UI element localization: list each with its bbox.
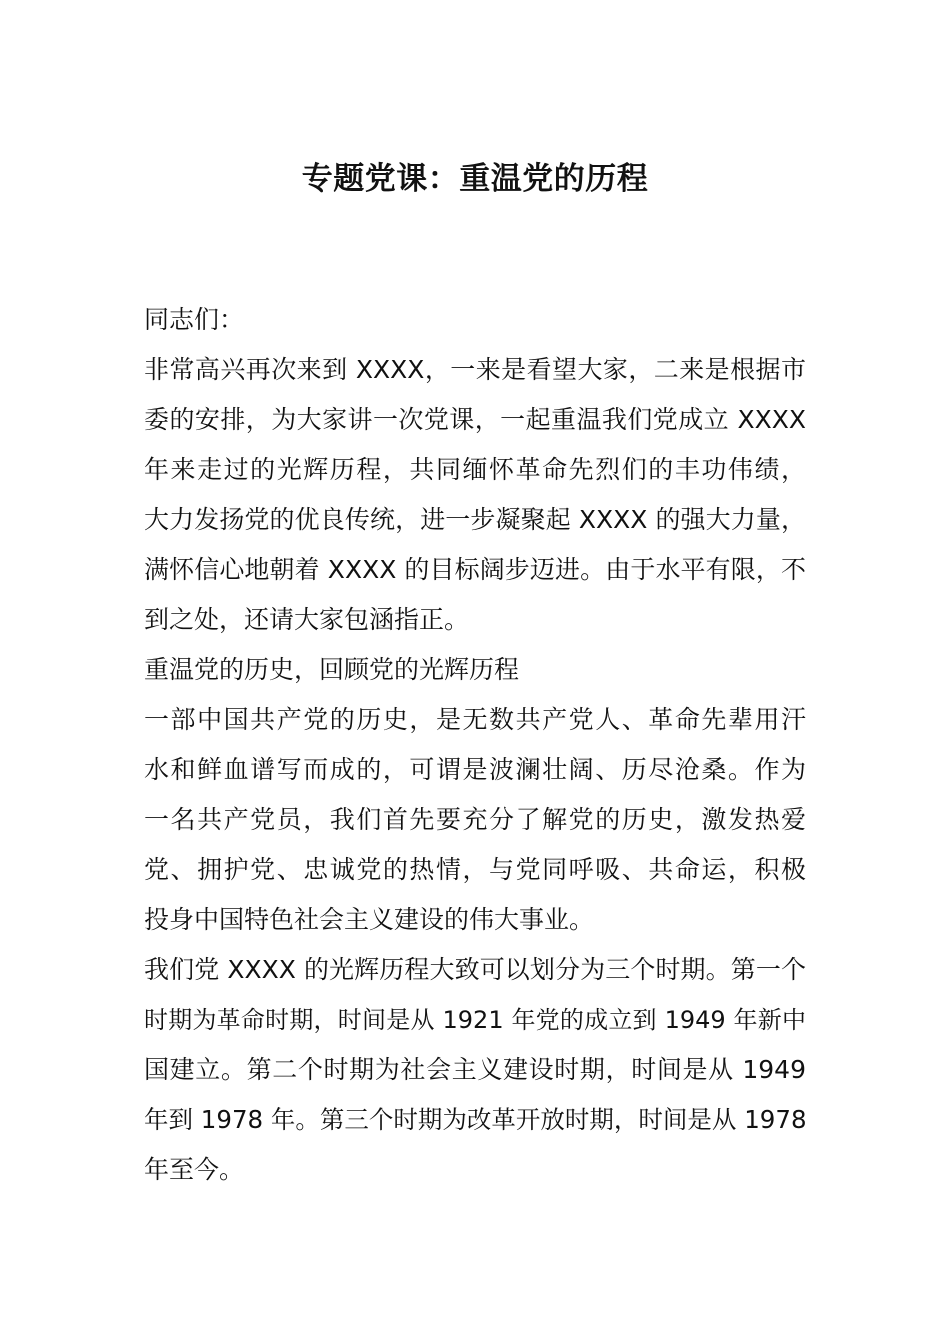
body-line: 时期为革命时期，时间是从 1921 年党的成立到 1949 年新中 (144, 1006, 806, 1034)
body-line: 国建立。第二个时期为社会主义建设时期，时间是从 1949 (144, 1055, 806, 1084)
body-line: 委的安排，为大家讲一次党课，一起重温我们党成立 XXXX (144, 405, 806, 434)
body-line: 到之处，还请大家包涵指正。 (144, 605, 470, 634)
body-line: 年至今。 (144, 1155, 245, 1184)
body-line: 大力发扬党的优良传统，进一步凝聚起 XXXX 的强大力量， (144, 505, 806, 534)
body-line: 我们党 XXXX 的光辉历程大致可以划分为三个时期。第一个 (144, 955, 806, 984)
page-title: 专题党课：重温党的历程 (301, 161, 649, 197)
document-body (144, 295, 806, 1195)
body-line: 投身中国特色社会主义建设的伟大事业。 (144, 905, 595, 934)
body-line: 水和鲜血谱写而成的，可谓是波澜壮阔、历尽沧桑。作为 (144, 755, 806, 784)
body-line: 一名共产党员，我们首先要充分了解党的历史，激发热爱 (144, 805, 806, 834)
body-line: 满怀信心地朝着 XXXX 的目标阔步迈进。由于水平有限，不 (144, 555, 806, 584)
body-line: 党、拥护党、忠诚党的热情，与党同呼吸、共命运，积极 (144, 855, 806, 884)
body-line: 重温党的历史，回顾党的光辉历程 (144, 655, 520, 684)
body-line: 年到 1978 年。第三个时期为改革开放时期，时间是从 1978 (144, 1105, 807, 1134)
body-line: 年来走过的光辉历程，共同缅怀革命先烈们的丰功伟绩， (144, 455, 806, 484)
body-line: 一部中国共产党的历史，是无数共产党人、革命先辈用汗 (144, 705, 806, 734)
body-line: 非常高兴再次来到 XXXX，一来是看望大家，二来是根据市 (144, 355, 806, 384)
body-line: 同志们： (144, 305, 245, 334)
